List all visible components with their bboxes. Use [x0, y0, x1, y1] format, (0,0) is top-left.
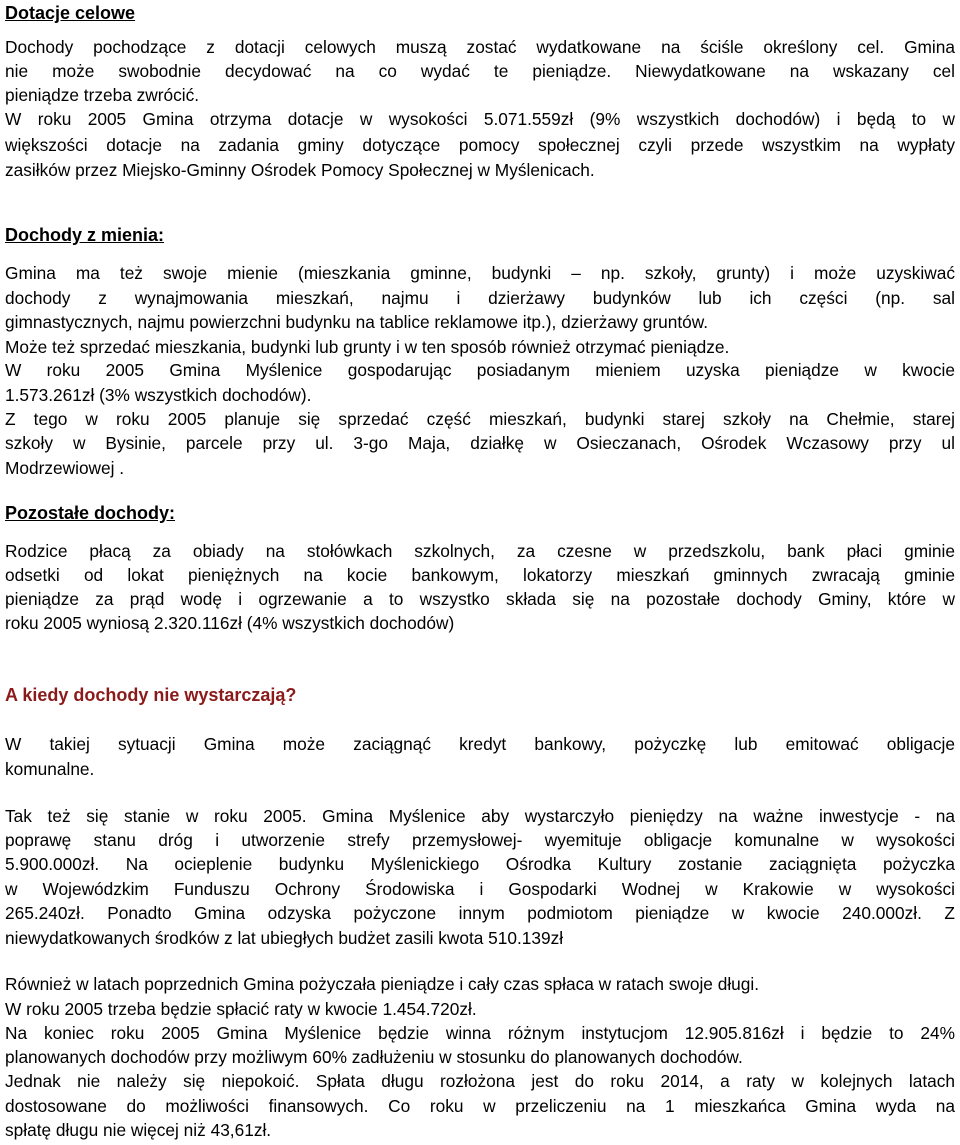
- paragraph-line: Tak też się stanie w roku 2005. Gmina Myślenice aby wystarczyło pieniędzy na ważne inwestycje - na: [5, 806, 955, 826]
- paragraph-line: planowanych dochodów przy możliwym 60% zadłużeniu w stosunku do planowanych dochodów.: [5, 1047, 743, 1067]
- paragraph-line: odsetki od lokat pieniężnych na kocie bankowym, lokatorzy mieszkań gminnych zwracają gminie: [5, 565, 955, 585]
- paragraph-line: W roku 2005 trzeba będzie spłacić raty w kwocie 1.454.720zł.: [5, 999, 477, 1019]
- paragraph-line: Rodzice płacą za obiady na stołówkach szkolnych, za czesne w przedszkolu, bank płaci gminie: [5, 541, 955, 561]
- paragraph-line: pieniądze trzeba zwrócić.: [5, 85, 200, 105]
- paragraph-line: zasiłków przez Miejsko-Gminny Ośrodek Pomocy Społecznej w Myślenicach.: [5, 160, 595, 180]
- paragraph-line: 5.900.000zł. Na ocieplenie budynku Myślenickiego Ośrodka Kultury zostanie zaciągnięta pożyczka: [5, 854, 955, 874]
- paragraph-line: komunalne.: [5, 759, 95, 779]
- paragraph-line: Jednak nie należy się niepokoić. Spłata długu rozłożona jest do roku 2014, a raty w kolejnych latach: [5, 1071, 955, 1091]
- paragraph-line: poprawę stanu dróg i utworzenie strefy przemysłowej- wyemituje obligacje komunalne w wysokości: [5, 830, 955, 850]
- paragraph-line: 1.573.261zł (3% wszystkich dochodów).: [5, 385, 312, 405]
- paragraph-line: nie może swobodnie decydować na co wydać te pieniądze. Niewydatkowane na wskazany cel: [5, 61, 955, 81]
- paragraph-line: niewydatkowanych środków z lat ubiegłych budżet zasili kwota 510.139zł: [5, 928, 564, 948]
- paragraph-line: Gmina ma też swoje mienie (mieszkania gminne, budynki – np. szkoły, grunty) i może uzyskiwać: [5, 263, 955, 283]
- paragraph-line: W takiej sytuacji Gmina może zaciągnąć kredyt bankowy, pożyczkę lub emitować obligacje: [5, 734, 955, 754]
- paragraph-line: w Wojewódzkim Funduszu Ochrony Środowiska i Gospodarki Wodnej w Krakowie w wysokości: [5, 879, 955, 899]
- paragraph-line: dochody z wynajmowania mieszkań, najmu i dzierżawy budynków lub ich części (np. sal: [5, 288, 955, 308]
- heading-dotacje-celowe: Dotacje celowe: [5, 3, 136, 23]
- paragraph-line: spłatę długu nie więcej niż 43,61zł.: [5, 1120, 272, 1140]
- heading-dochody-z-mienia: Dochody z mienia:: [5, 225, 165, 245]
- paragraph-line: Również w latach poprzednich Gmina pożyczała pieniądze i cały czas spłaca w ratach swoje długi.: [5, 974, 760, 994]
- paragraph-line: Z tego w roku 2005 planuje się sprzedać część mieszkań, budynki starej szkoły na Chełmie, starej: [5, 409, 955, 429]
- paragraph-line: szkoły w Bysinie, parcele przy ul. 3-go Maja, działkę w Osieczanach, Ośrodek Wczasowy przy ul: [5, 433, 955, 453]
- paragraph-line: roku 2005 wyniosą 2.320.116zł (4% wszystkich dochodów): [5, 613, 455, 633]
- paragraph-line: W roku 2005 Gmina Myślenice gospodarując posiadanym mieniem uzyska pieniądze w kwocie: [5, 360, 955, 380]
- paragraph-line: dostosowane do możliwości finansowych. Co roku w przeliczeniu na 1 mieszkańca Gmina wyda na: [5, 1096, 955, 1116]
- paragraph-line: W roku 2005 Gmina otrzyma dotacje w wysokości 5.071.559zł (9% wszystkich dochodów) i będą to w: [5, 109, 955, 129]
- paragraph-line: 265.240zł. Ponadto Gmina odzyska pożyczone innym podmiotom pieniądze w kwocie 240.000zł. Z: [5, 903, 955, 923]
- paragraph-line: gimnastycznych, najmu powierzchni budynku na tablice reklamowe itp.), dzierżawy gruntów.: [5, 312, 709, 332]
- paragraph-line: pieniądze za prąd wodę i ogrzewanie a to wszystko składa się na pozostałe dochody Gminy, które w: [5, 589, 955, 609]
- paragraph-line: Na koniec roku 2005 Gmina Myślenice będzie winna różnym instytucjom 12.905.816zł i będzie to 24%: [5, 1023, 955, 1043]
- heading-kiedy-dochody: A kiedy dochody nie wystarczają?: [5, 685, 297, 705]
- heading-pozostale-dochody: Pozostałe dochody:: [5, 503, 176, 523]
- paragraph-line: Modrzewiowej .: [5, 458, 125, 478]
- paragraph-line: Dochody pochodzące z dotacji celowych muszą zostać wydatkowane na ściśle określony cel. Gmina: [5, 37, 955, 57]
- paragraph-line: większości dotacje na zadania gminy dotyczące pomocy społecznej czyli przede wszystkim na wypłaty: [5, 135, 955, 155]
- paragraph-line: Może też sprzedać mieszkania, budynki lub grunty i w ten sposób również otrzymać pieniądze.: [5, 337, 730, 357]
